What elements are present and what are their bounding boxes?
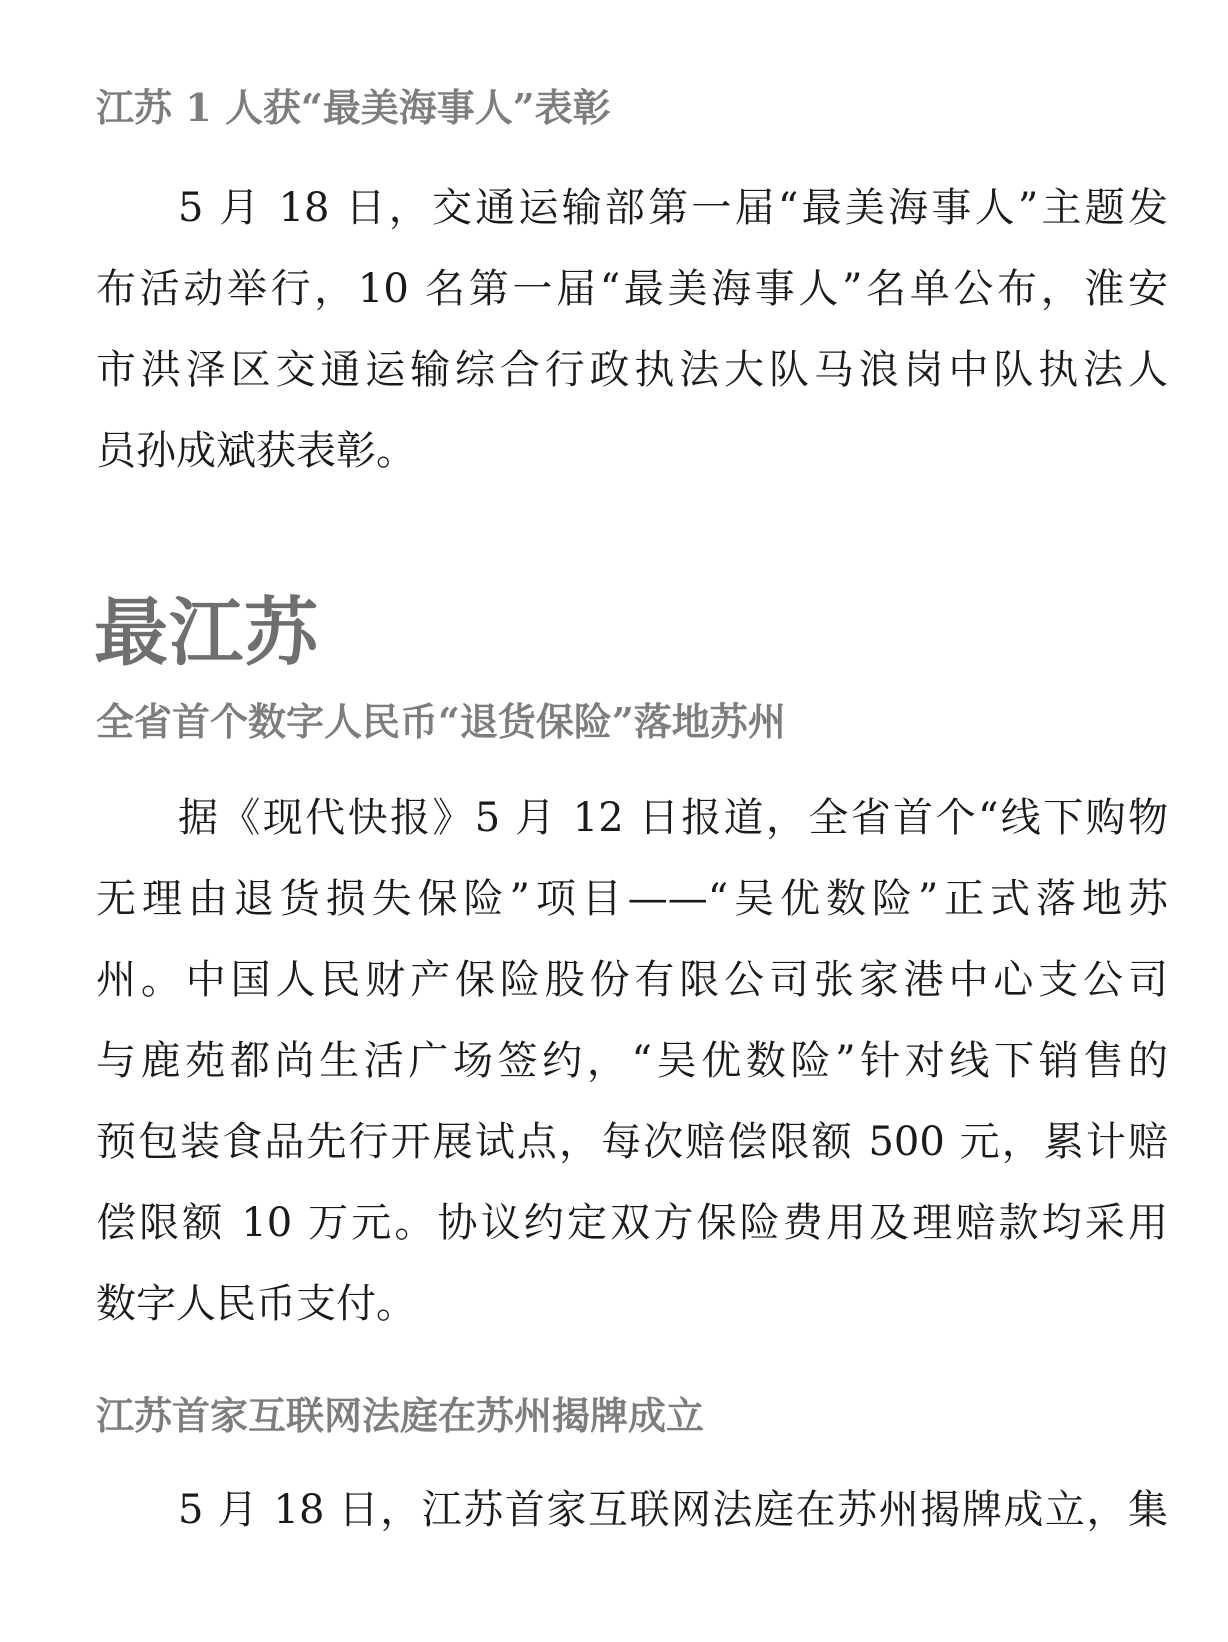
body-line: 据《现代快报》5 月 12 日报道，全省首个“线下购物 — [178, 795, 1168, 841]
body-line: 偿限额 10 万元。协议约定双方保险费用及理赔款均采用 — [96, 1200, 1168, 1246]
body-line: 与鹿苑都尚生活广场签约，“吴优数险”针对线下销售的 — [96, 1038, 1168, 1084]
body-line: 无理由退货损失保险”项目——“吴优数险”正式落地苏 — [96, 876, 1168, 922]
article-body — [96, 1470, 1168, 1551]
body-line: 5 月 18 日，交通运输部第一届“最美海事人”主题发 — [178, 185, 1168, 231]
body-line: 员孙成斌获表彰。 — [96, 428, 416, 474]
article-body — [96, 168, 1168, 492]
article-heading: 江苏首家互联网法庭在苏州揭牌成立 — [96, 1393, 705, 1438]
article-heading: 全省首个数字人民币“退货保险”落地苏州 — [96, 699, 786, 744]
article-body — [96, 778, 1168, 1345]
body-line: 数字人民币支付。 — [96, 1281, 416, 1327]
body-line: 预包装食品先行开展试点，每次赔偿限额 500 元，累计赔 — [96, 1119, 1168, 1165]
body-line: 市洪泽区交通运输综合行政执法大队马浪岗中队执法人 — [96, 347, 1168, 393]
body-line: 5 月 18 日，江苏首家互联网法庭在苏州揭牌成立，集 — [178, 1487, 1168, 1533]
body-line: 布活动举行，10 名第一届“最美海事人”名单公布，淮安 — [96, 266, 1168, 312]
body-line: 州。中国人民财产保险股份有限公司张家港中心支公司 — [96, 957, 1168, 1003]
section-title: 最江苏 — [94, 590, 319, 676]
article-heading: 江苏 1 人获“最美海事人”表彰 — [96, 85, 611, 130]
